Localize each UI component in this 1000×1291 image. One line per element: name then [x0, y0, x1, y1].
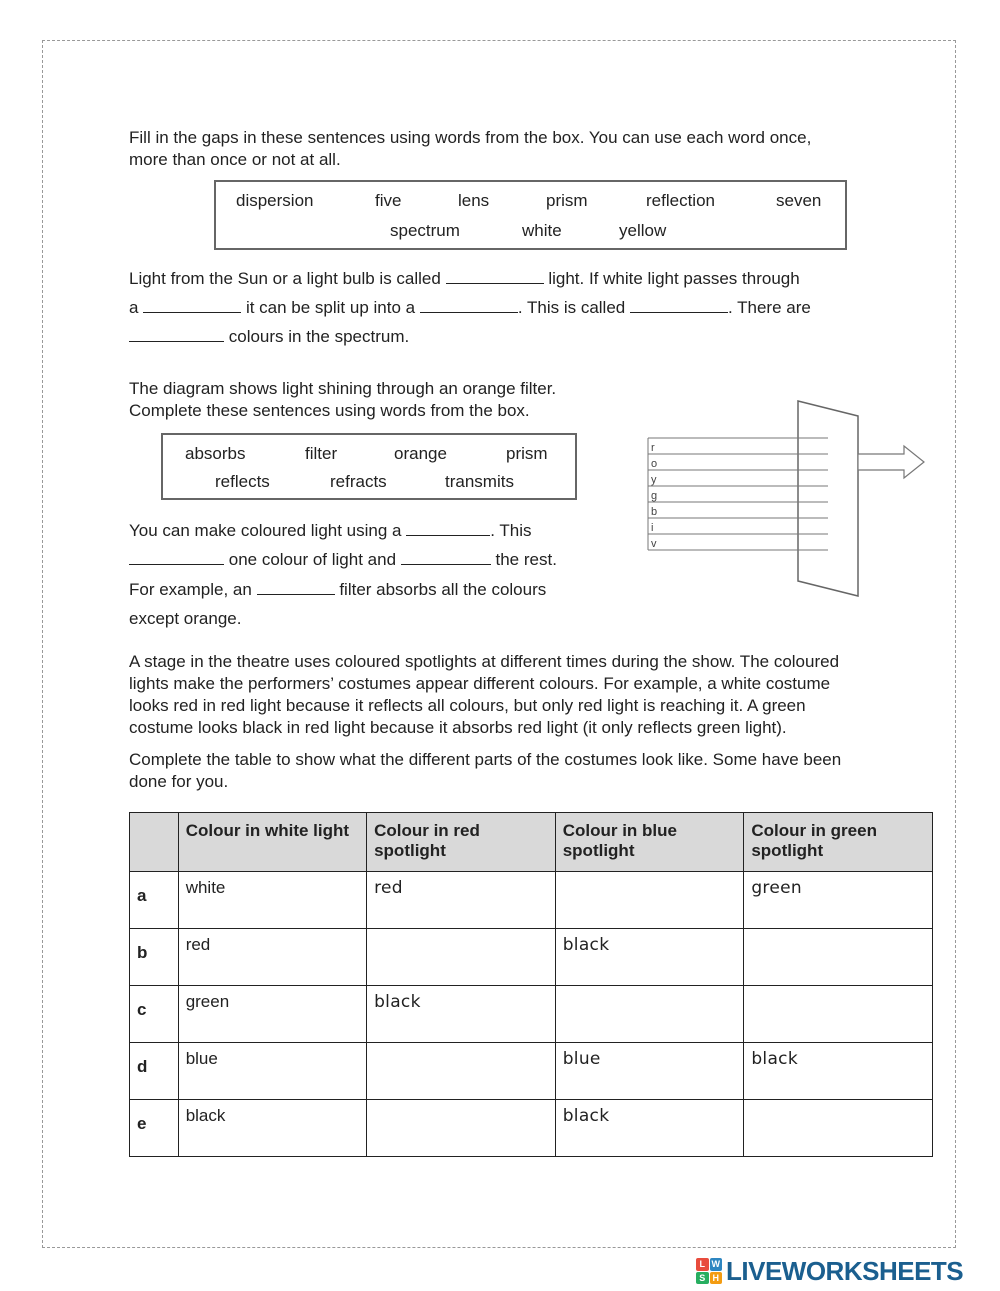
blank-input[interactable]	[129, 327, 224, 342]
sentence-text: the rest.	[495, 550, 557, 569]
word-box-2	[161, 433, 577, 500]
paragraph-line: done for you.	[129, 772, 229, 791]
word-box-word: white	[522, 221, 562, 240]
word-box-word: yellow	[619, 221, 667, 240]
paragraph-line: Complete the table to show what the different parts of the costumes look like. Some have been	[129, 750, 842, 769]
section2-instructions	[129, 378, 556, 422]
table-header-cell: Colour in blue spotlight	[555, 813, 744, 872]
sentence-text: . This	[490, 521, 532, 540]
orange-filter	[798, 401, 858, 596]
row-label: e	[130, 1100, 179, 1157]
word-box-word: orange	[394, 444, 447, 463]
blank-input[interactable]	[630, 298, 728, 313]
logo-icon	[696, 1258, 722, 1284]
blank-input[interactable]	[129, 550, 224, 565]
gap-sentence	[129, 327, 409, 347]
intro-line: Fill in the gaps in these sentences using words from the box. You can use each word once,	[129, 128, 812, 147]
red-spotlight-cell[interactable]	[367, 1100, 556, 1157]
paragraph-line: A stage in the theatre uses coloured spotlights at different times during the show. The coloured	[129, 652, 840, 671]
table-row	[130, 929, 933, 986]
row-label: b	[130, 929, 179, 986]
paragraph-line: looks red in red light because it reflects all colours, but only red light is reaching it. A green	[129, 696, 806, 715]
blue-spotlight-cell[interactable]: black	[555, 929, 744, 986]
word-box-word: reflection	[646, 191, 715, 210]
green-spotlight-cell[interactable]	[744, 929, 933, 986]
table-header-row	[130, 813, 933, 872]
paragraph-line: lights make the performers’ costumes appear different colours. For example, a white costume	[129, 674, 831, 693]
table-header-cell	[130, 813, 179, 872]
instruction-line: The diagram shows light shining through an orange filter.	[129, 379, 557, 398]
blank-input[interactable]	[420, 298, 518, 313]
sentence-text: light. If white light passes through	[548, 269, 800, 288]
gap-sentence	[129, 269, 800, 289]
colour-letter: y	[651, 474, 657, 486]
logo-letter: W	[711, 1259, 720, 1270]
row-label: d	[130, 1043, 179, 1100]
filter-diagram	[636, 396, 936, 600]
colour-letter: r	[651, 442, 655, 454]
sentence-text: For example, an	[129, 580, 252, 599]
gap-sentence	[129, 550, 557, 570]
sentence-text: . This is called	[517, 298, 626, 317]
word-box-1	[214, 180, 847, 250]
blank-input[interactable]	[401, 550, 491, 565]
logo-text: LIVEWORKSHEETS	[726, 1255, 964, 1286]
white-light-cell: black	[178, 1100, 366, 1157]
sentence-text: one colour of light and	[228, 550, 397, 569]
row-label: c	[130, 986, 179, 1043]
table-row	[130, 1043, 933, 1100]
gap-sentence	[129, 580, 546, 600]
sentence-text: You can make coloured light using a	[129, 521, 402, 540]
white-light-cell: red	[178, 929, 366, 986]
table-row	[130, 986, 933, 1043]
paragraph-line: costume looks black in red light because it absorbs red light (it only reflects green light).	[129, 718, 787, 737]
section3-paragraph	[129, 651, 839, 739]
table-header-cell: Colour in white light	[178, 813, 366, 872]
logo-letter: H	[710, 1272, 723, 1285]
word-box-word: filter	[305, 444, 338, 463]
blank-input[interactable]	[143, 298, 241, 313]
blank-input[interactable]	[257, 580, 335, 595]
logo-letter: S	[696, 1272, 709, 1285]
word-box-word: refracts	[330, 472, 387, 491]
blue-spotlight-cell[interactable]: black	[555, 1100, 744, 1157]
table-header-cell: Colour in green spotlight	[744, 813, 933, 872]
sentence-text: colours in the spectrum.	[228, 327, 410, 346]
colour-letter: g	[651, 490, 658, 502]
sentence-text: Light from the Sun or a light bulb is called	[129, 269, 441, 288]
word-box-word: spectrum	[390, 221, 460, 240]
colour-letter: b	[651, 506, 658, 518]
word-box-word: seven	[776, 191, 822, 210]
sentence-text: filter absorbs all the colours	[339, 580, 547, 599]
word-box-word: five	[375, 191, 402, 210]
word-box-word: absorbs	[185, 444, 246, 463]
table-row	[130, 872, 933, 929]
table-row	[130, 1100, 933, 1157]
colour-letter: o	[651, 458, 658, 470]
red-spotlight-cell[interactable]: black	[367, 986, 556, 1043]
green-spotlight-cell[interactable]	[744, 1100, 933, 1157]
blue-spotlight-cell[interactable]: blue	[555, 1043, 744, 1100]
green-spotlight-cell[interactable]: black	[744, 1043, 933, 1100]
logo-letter: L	[696, 1258, 709, 1271]
intro-line: more than once or not at all.	[129, 150, 341, 169]
white-light-cell: green	[178, 986, 366, 1043]
instruction-line: Complete these sentences using words from the box.	[129, 401, 530, 420]
word-box-word: prism	[506, 444, 548, 463]
blank-input[interactable]	[406, 521, 490, 536]
green-spotlight-cell[interactable]: green	[744, 872, 933, 929]
red-spotlight-cell[interactable]: red	[367, 872, 556, 929]
colour-letter: v	[651, 538, 657, 550]
colour-letter: i	[651, 522, 654, 534]
row-label: a	[130, 872, 179, 929]
word-box-word: lens	[458, 191, 490, 210]
word-box-word: reflects	[215, 472, 270, 491]
sentence-text: except orange.	[129, 609, 242, 628]
section3-instructions	[129, 749, 841, 793]
word-box-word: transmits	[445, 472, 514, 491]
blue-spotlight-cell[interactable]	[555, 986, 744, 1043]
transmitted-light-arrow	[858, 446, 924, 478]
costume-colour-table	[129, 812, 933, 1157]
word-box-word: prism	[546, 191, 588, 210]
word-box-word: dispersion	[236, 191, 314, 210]
sentence-text: it can be split up into a	[245, 298, 416, 317]
gap-sentence	[129, 298, 811, 318]
green-spotlight-cell[interactable]	[744, 986, 933, 1043]
blue-spotlight-cell[interactable]	[555, 872, 744, 929]
white-light-cell: white	[178, 872, 366, 929]
table-header-cell: Colour in red spotlight	[367, 813, 556, 872]
gap-sentence	[129, 521, 532, 541]
red-spotlight-cell[interactable]	[367, 929, 556, 986]
white-light-cell: blue	[178, 1043, 366, 1100]
sentence-text: . There are	[727, 298, 811, 317]
intro-instructions	[129, 127, 811, 171]
liveworksheets-logo[interactable]	[696, 1256, 963, 1286]
red-spotlight-cell[interactable]	[367, 1043, 556, 1100]
sentence-text: a	[129, 298, 139, 317]
blank-input[interactable]	[446, 269, 544, 284]
